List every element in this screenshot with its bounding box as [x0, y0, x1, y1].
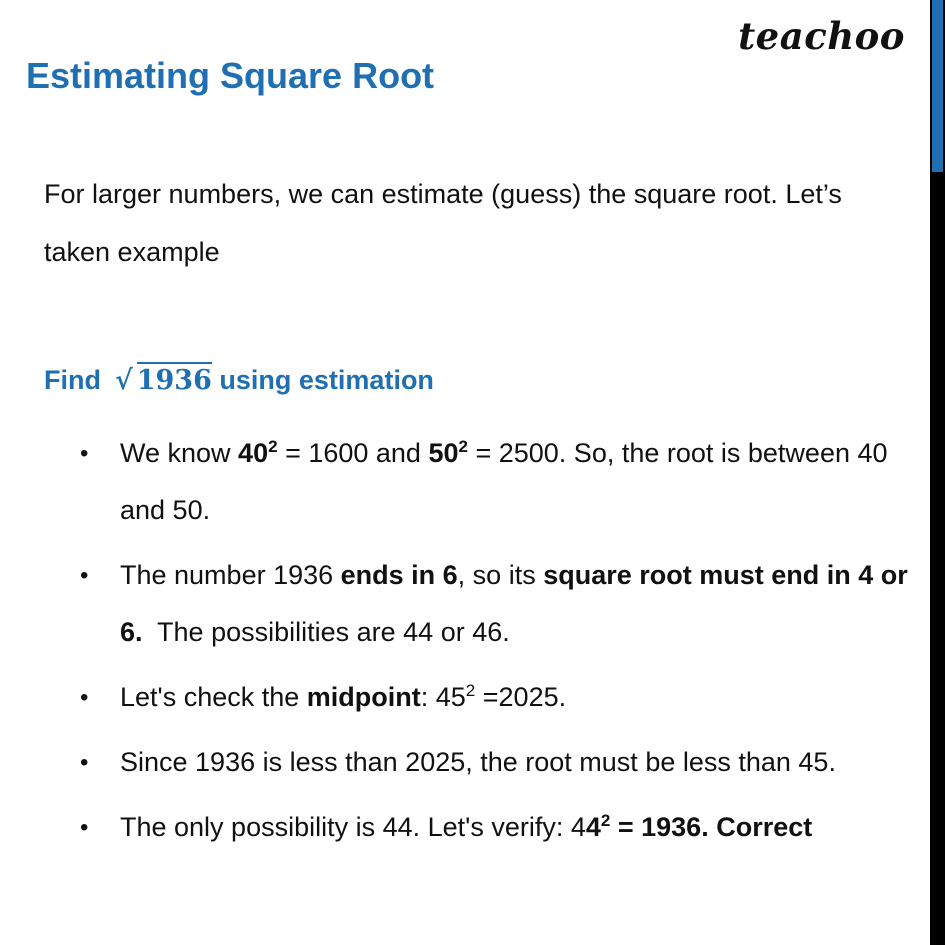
bold-text: midpoint	[306, 682, 421, 712]
text: The possibilities are 44 or 46.	[142, 617, 510, 647]
text: Since 1936 is less than 2025, the root must be less than 45.	[120, 747, 836, 777]
intro-paragraph: For larger numbers, we can estimate (guess) the square root. Let’s taken example	[44, 179, 842, 267]
bold-text	[428, 438, 468, 468]
base: 50	[428, 438, 459, 468]
bullet-icon: •	[80, 749, 89, 776]
heading-rest-text: using estimation	[219, 365, 434, 395]
text: The only possibility is 44. Let's verify: 4	[120, 812, 586, 842]
bullet-icon: •	[80, 440, 89, 467]
list-item	[0, 547, 925, 661]
text: = 1600 and	[277, 438, 429, 468]
list-item	[0, 669, 925, 726]
exponent: 2	[600, 811, 611, 830]
list-item	[0, 799, 925, 856]
text: = 1936. Correct	[610, 812, 813, 842]
steps-list	[0, 425, 925, 864]
list-item	[0, 734, 925, 791]
scrollbar[interactable]	[930, 0, 945, 945]
square-root-symbol: √	[114, 365, 133, 396]
base: 40	[238, 438, 269, 468]
list-item	[0, 425, 925, 539]
page-title: Estimating Square Root	[26, 55, 435, 96]
bullet-icon: •	[80, 684, 89, 711]
radicand: 1936	[137, 362, 212, 396]
exponent: 2	[268, 437, 278, 456]
bold-text: square root must end in 4 or 6.	[120, 560, 908, 647]
heading-find-text: Find	[44, 365, 101, 395]
question-heading	[44, 365, 434, 396]
bold-text: ends in 6	[340, 560, 458, 590]
bold-text	[238, 438, 278, 468]
text: : 45	[420, 682, 466, 712]
exponent: 2	[458, 437, 468, 456]
teachoo-logo: teachoo	[738, 14, 905, 58]
base: 4	[585, 812, 601, 842]
text: = 2500. So, the root is between 40 and 50.	[120, 438, 888, 525]
text: , so its	[457, 560, 544, 590]
bullet-icon: •	[80, 562, 89, 589]
text: We know	[120, 438, 239, 468]
exponent: 2	[465, 681, 476, 700]
text: =2025.	[475, 682, 567, 712]
text: Let's check the	[120, 682, 307, 712]
text: The number 1936	[120, 560, 341, 590]
bold-text	[586, 812, 812, 842]
bullet-icon: •	[80, 814, 89, 841]
scrollbar-thumb[interactable]	[932, 0, 943, 172]
